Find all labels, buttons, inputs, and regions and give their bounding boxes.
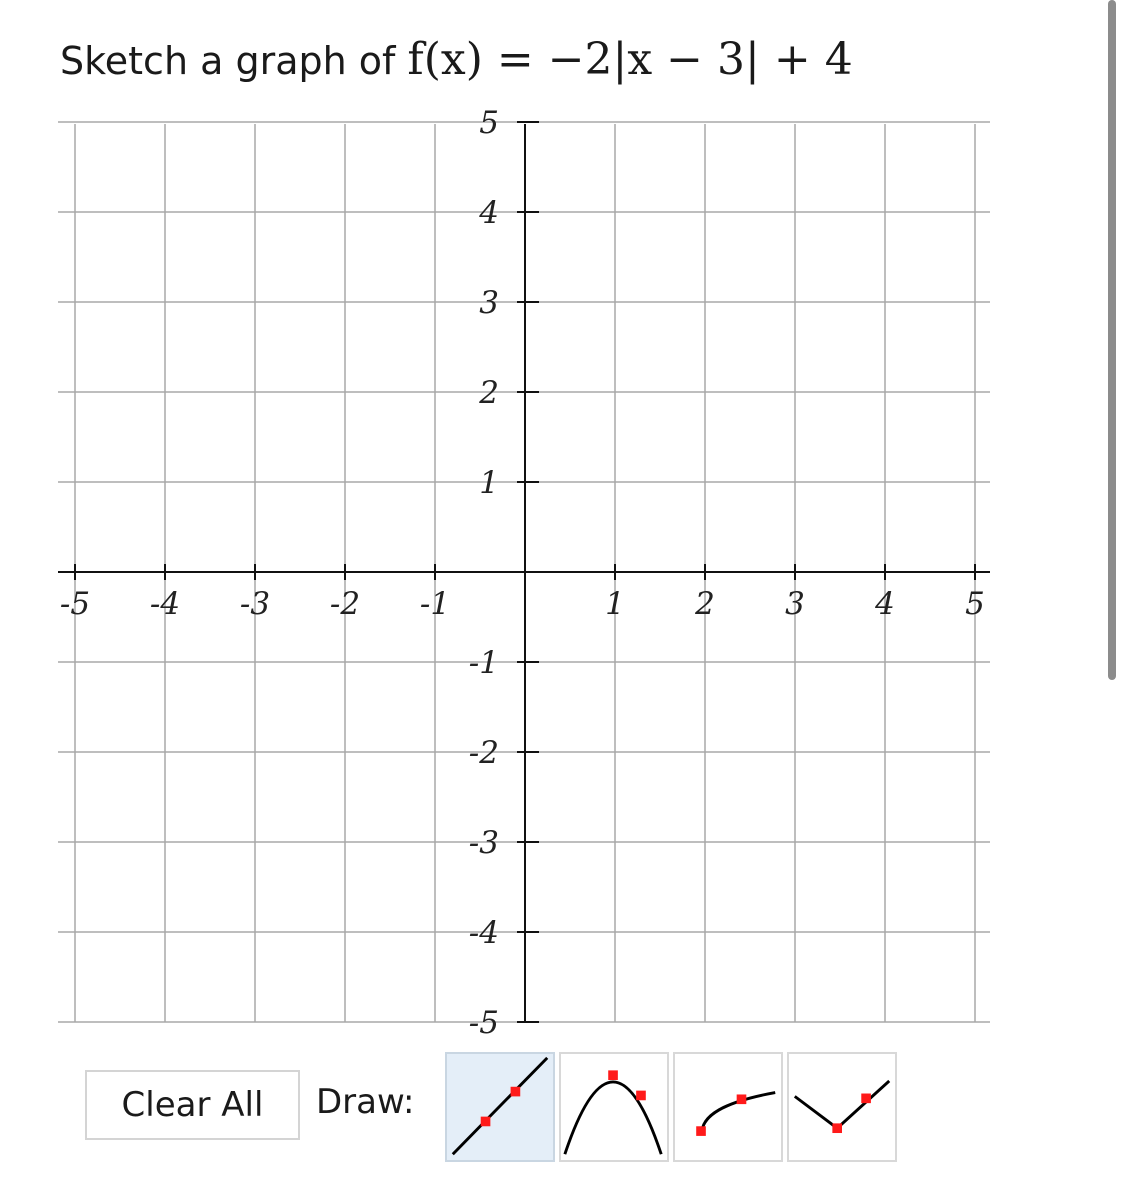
y-tick-label: 3 — [479, 285, 499, 321]
x-tick-label: 3 — [785, 586, 805, 622]
axes — [58, 124, 990, 1022]
line-tool-button[interactable] — [445, 1052, 555, 1162]
x-tick-label: 5 — [965, 586, 985, 622]
y-tick-label: -5 — [468, 1005, 499, 1041]
sqrt-curve-tool-icon — [675, 1054, 781, 1160]
y-tick-label: 5 — [479, 105, 499, 141]
sqrt-curve-tool-button[interactable] — [673, 1052, 783, 1162]
y-tick-label: 1 — [479, 465, 499, 501]
function-equation: f(x) = −2|x − 3| + 4 — [407, 34, 853, 85]
scrollbar[interactable] — [1108, 0, 1116, 680]
x-tick-label: -5 — [59, 586, 91, 622]
y-tick-label: -4 — [468, 915, 499, 951]
y-tick-label: -1 — [468, 645, 499, 681]
parabola-tool-icon — [561, 1054, 667, 1160]
x-tick-label: -1 — [419, 586, 451, 622]
parabola-tool-button[interactable] — [559, 1052, 669, 1162]
draw-label: Draw: — [316, 1082, 415, 1122]
x-tick-label: -3 — [239, 586, 271, 622]
clear-all-button[interactable]: Clear All — [85, 1070, 300, 1140]
y-tick-label: 2 — [479, 375, 499, 411]
prompt-text: Sketch a graph of — [60, 39, 396, 83]
absolute-value-tool-icon — [789, 1054, 895, 1160]
line-tool-icon — [447, 1054, 553, 1160]
y-tick-label: 4 — [479, 195, 499, 231]
x-tick-label: -4 — [149, 586, 181, 622]
y-tick-label: -2 — [468, 735, 499, 771]
absolute-value-tool-button[interactable] — [787, 1052, 897, 1162]
x-tick-label: 2 — [695, 586, 715, 622]
x-tick-label: 4 — [875, 586, 895, 622]
x-tick-label: -2 — [329, 586, 361, 622]
x-tick-label: 1 — [605, 586, 625, 622]
y-tick-label: -3 — [468, 825, 499, 861]
